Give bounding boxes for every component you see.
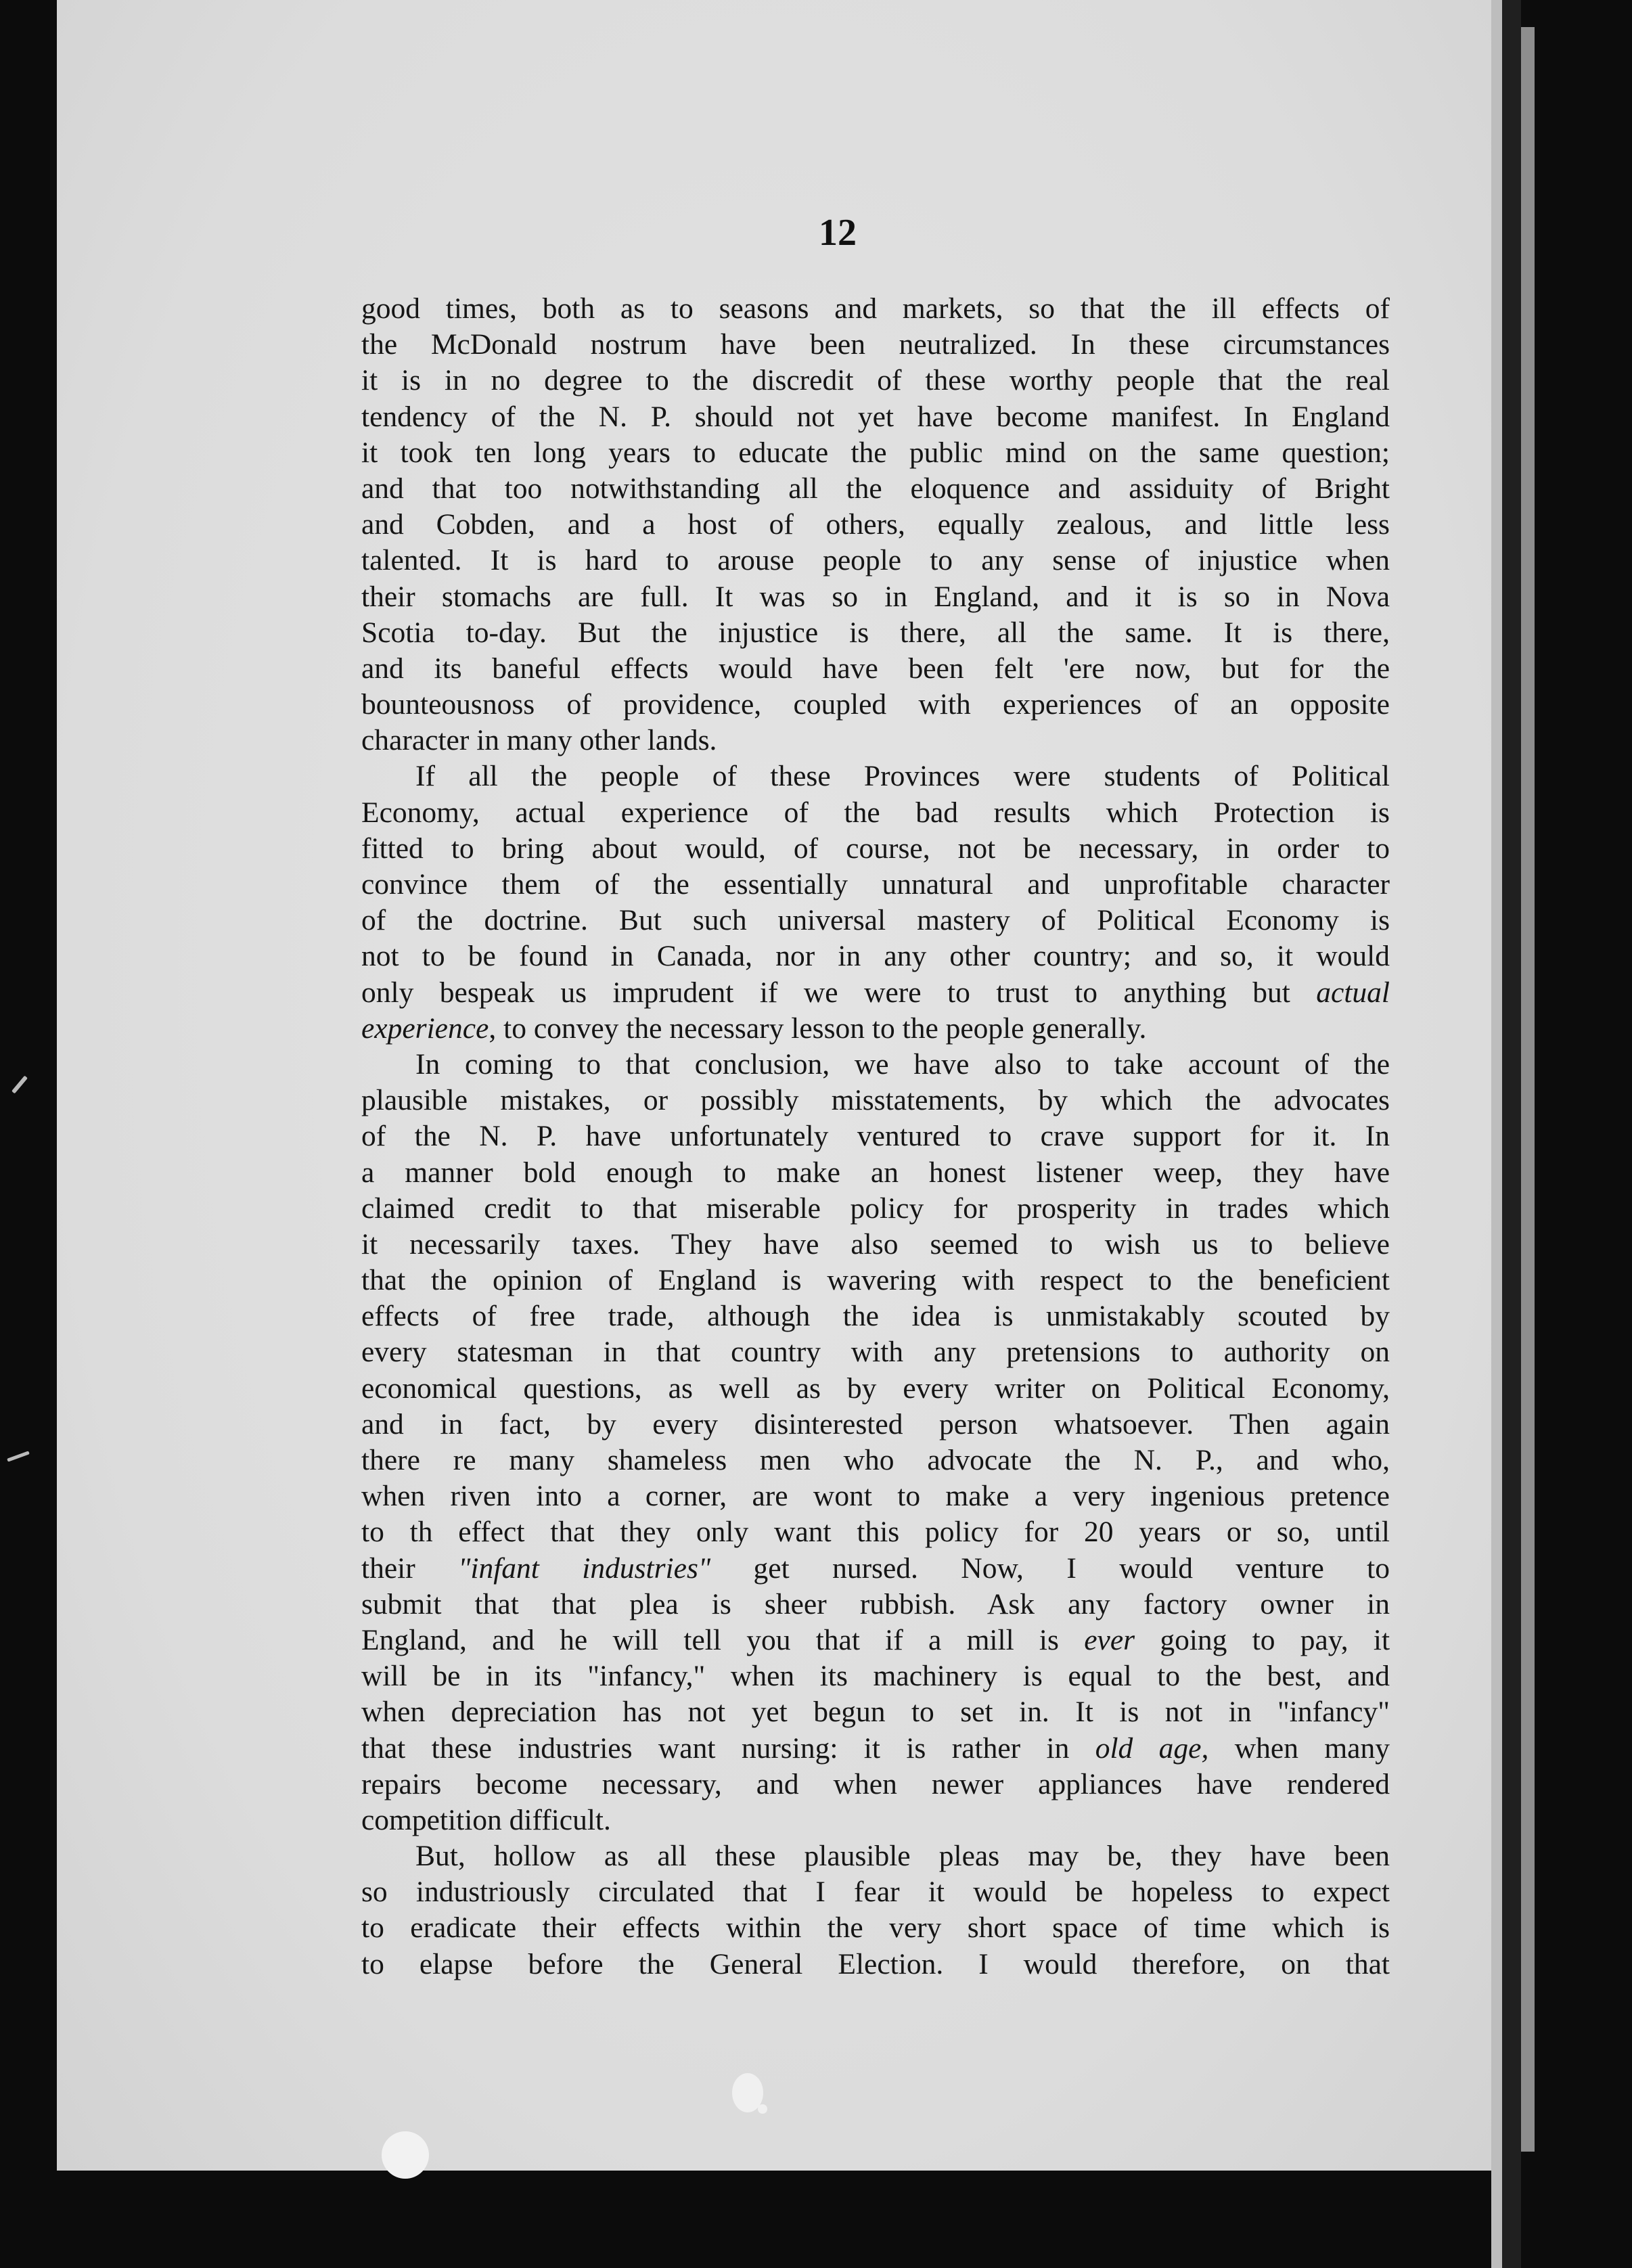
italic-phrase: old age, (1095, 1731, 1209, 1765)
paragraph-1 (361, 291, 1390, 758)
paragraph-2 (361, 758, 1390, 1047)
text-span: , to convey the necessary lesson to the people generally. (489, 1012, 1147, 1045)
text-line: and its baneful effects would have been felt 'ere now, but for the (361, 652, 1390, 685)
text-line: every statesman in that country with any pretensions to authority on (361, 1336, 1390, 1369)
text-line: Economy, actual experience of the bad results which Protection is (361, 796, 1390, 829)
text-line: not to be found in Canada, nor in any other country; and so, it would (361, 940, 1390, 973)
text-line: will be in its "infancy," when its machinery is equal to the best, and (361, 1660, 1390, 1693)
text-line: plausible mistakes, or possibly misstatements, by which the advocates (361, 1084, 1390, 1117)
text-line-with-italic (361, 1731, 1390, 1767)
text-line-with-italic (361, 1011, 1390, 1047)
text-line: and Cobden, and a host of others, equally zealous, and little less (361, 508, 1390, 541)
text-line: submit that that plea is sheer rubbish. Ask any factory owner in (361, 1587, 1390, 1620)
text-line: But, hollow as all these plausible pleas may be, they have been (415, 1840, 1390, 1873)
text-line: there re many shameless men who advocate the N. P., and who, (361, 1444, 1390, 1476)
text-line: Scotia to-day. But the injustice is there, all the same. It is there, (361, 616, 1390, 649)
text-line: bounteousnoss of providence, coupled with experiences of an opposite (361, 688, 1390, 721)
italic-phrase: "infant industries" (458, 1551, 711, 1585)
text-span: only bespeak us imprudent if we were to trust to anything but (361, 976, 1290, 1009)
text-line: good times, both as to seasons and markets, so that the ill effects of (361, 292, 1390, 325)
paragraph-4 (361, 1838, 1390, 1982)
text-line-with-italic (361, 1623, 1390, 1658)
scan-speck (7, 1451, 30, 1461)
italic-word: actual (1316, 976, 1390, 1009)
text-span: when many (1234, 1731, 1390, 1765)
text-line: to eradicate their effects within the very short space of time which is (361, 1911, 1390, 1945)
text-line: it necessarily taxes. They have also seemed to wish us to believe (361, 1227, 1390, 1261)
text-line: to elapse before the General Election. I would therefore, on that (361, 1947, 1390, 1980)
text-line: convince them of the essentially unnatural and unprofitable character (361, 868, 1390, 901)
text-line: a manner bold enough to make an honest listener weep, they have (361, 1156, 1390, 1189)
text-span: get nursed. Now, I would venture to (753, 1551, 1390, 1585)
text-line: repairs become necessary, and when newer appliances have rendered (361, 1767, 1390, 1800)
text-line: when depreciation has not yet begun to set in. It is not in "infancy" (361, 1696, 1390, 1729)
text-span: their (361, 1551, 415, 1585)
text-line-with-italic (361, 1551, 1390, 1587)
text-line: claimed credit to that miserable policy for prosperity in trades which (361, 1192, 1390, 1225)
text-line: their stomachs are full. It was so in England, and it is so in Nova (361, 580, 1390, 613)
text-line: so industriously circulated that I fear it would be hopeless to expect (361, 1876, 1390, 1909)
italic-word: ever (1084, 1623, 1135, 1656)
text-line: it is in no degree to the discredit of these worthy people that the real (361, 364, 1390, 397)
text-line: of the doctrine. But such universal mastery of Political Economy is (361, 904, 1390, 937)
text-line: talented. It is hard to arouse people to any sense of injustice when (361, 544, 1390, 577)
text-line: of the N. P. have unfortunately ventured to crave support for it. In (361, 1120, 1390, 1153)
text-line: tendency of the N. P. should not yet have become manifest. In England (361, 400, 1390, 433)
text-line: character in many other lands. (361, 724, 717, 757)
text-span: going to pay, it (1160, 1623, 1390, 1656)
paragraph-3 (361, 1047, 1390, 1838)
next-page-edge (1521, 27, 1535, 2152)
binding-edge-shadow (1502, 0, 1521, 2268)
text-line: economical questions, as well as by every writer on Political Economy, (361, 1371, 1390, 1405)
text-line: In coming to that conclusion, we have also to take account of the (415, 1047, 1390, 1081)
text-line: the McDonald nostrum have been neutralized. In these circumstances (361, 328, 1390, 361)
text-span: England, and he will tell you that if a mill is (361, 1623, 1059, 1656)
text-line-with-italic (361, 975, 1390, 1011)
text-line: and in fact, by every disinterested person whatsoever. Then again (361, 1407, 1390, 1441)
scan-speck (758, 2104, 767, 2114)
scan-speck (12, 1076, 28, 1094)
text-line: it took ten long years to educate the public mind on the same question; (361, 436, 1390, 469)
text-line: when riven into a corner, are wont to make a very ingenious pretence (361, 1480, 1390, 1513)
text-span: that these industries want nursing: it is rather in (361, 1731, 1070, 1765)
text-line: If all the people of these Provinces were students of Political (415, 760, 1390, 793)
text-line: effects of free trade, although the idea is unmistakably scouted by (361, 1300, 1390, 1333)
italic-word: experience (361, 1012, 489, 1045)
text-line: competition difficult. (361, 1803, 611, 1836)
text-line: to th effect that they only want this policy for 20 years or so, until (361, 1516, 1390, 1549)
text-line: that the opinion of England is wavering with respect to the beneficient (361, 1264, 1390, 1297)
text-line: and that too notwithstanding all the eloquence and assiduity of Bright (361, 472, 1390, 505)
page-number: 12 (819, 212, 857, 254)
text-line: fitted to bring about would, of course, not be necessary, in order to (361, 832, 1390, 865)
scan-speck (382, 2131, 429, 2179)
body-text (361, 291, 1390, 1982)
binding-edge-light (1491, 0, 1502, 2268)
